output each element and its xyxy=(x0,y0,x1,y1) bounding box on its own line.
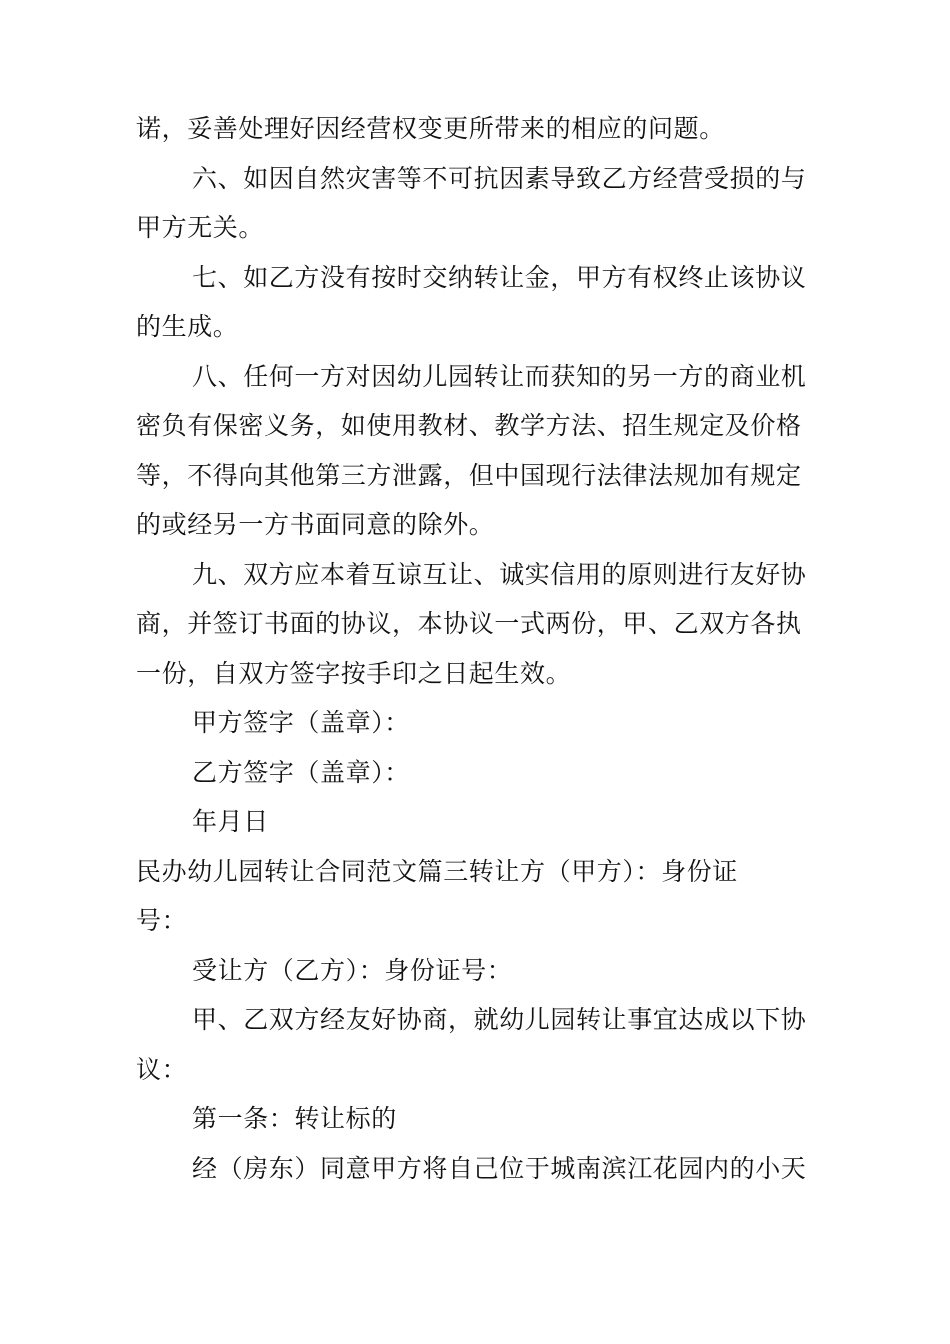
date-line: 年月日 xyxy=(192,807,269,836)
clause-eight-line: 八、任何一方对因幼儿园转让而获知的另一方的商业机 xyxy=(192,362,807,391)
party-a-signature-line: 甲方签字（盖章）： xyxy=(192,708,410,737)
clause-nine-line: 九、双方应本着互谅互让、诚实信用的原则进行友好协 xyxy=(192,560,807,589)
paragraph-line: 议： xyxy=(136,1055,188,1084)
paragraph-line: 甲方无关。 xyxy=(136,213,265,242)
paragraph-line: 一份，自双方签字按手印之日起生效。 xyxy=(136,659,572,688)
paragraph-line: 号： xyxy=(136,906,188,935)
section-heading-line: 民办幼儿园转让合同范文篇三转让方（甲方）：身份证 xyxy=(136,857,738,886)
agreement-intro-line: 甲、乙双方经友好协商，就幼儿园转让事宜达成以下协 xyxy=(192,1005,807,1034)
paragraph-line: 的或经另一方书面同意的除外。 xyxy=(136,510,495,539)
paragraph-line: 商，并签订书面的协议，本协议一式两份，甲、乙双方各执 xyxy=(136,609,802,638)
paragraph-line: 诺，妥善处理好因经营权变更所带来的相应的问题。 xyxy=(136,114,725,143)
article-one-text-line: 经（房东）同意甲方将自己位于城南滨江花园内的小天 xyxy=(192,1154,807,1183)
clause-seven-line: 七、如乙方没有按时交纳转让金，甲方有权终止该协议 xyxy=(192,263,807,292)
clause-six-line: 六、如因自然灾害等不可抗因素导致乙方经营受损的与 xyxy=(192,164,807,193)
paragraph-line: 等，不得向其他第三方泄露，但中国现行法律法规加有规定 xyxy=(136,461,802,490)
transferee-line: 受让方（乙方）：身份证号： xyxy=(192,956,513,985)
party-b-signature-line: 乙方签字（盖章）： xyxy=(192,758,410,787)
article-one-heading: 第一条：转让标的 xyxy=(192,1104,397,1133)
paragraph-line: 的生成。 xyxy=(136,312,239,341)
paragraph-line: 密负有保密义务，如使用教材、教学方法、招生规定及价格 xyxy=(136,411,802,440)
